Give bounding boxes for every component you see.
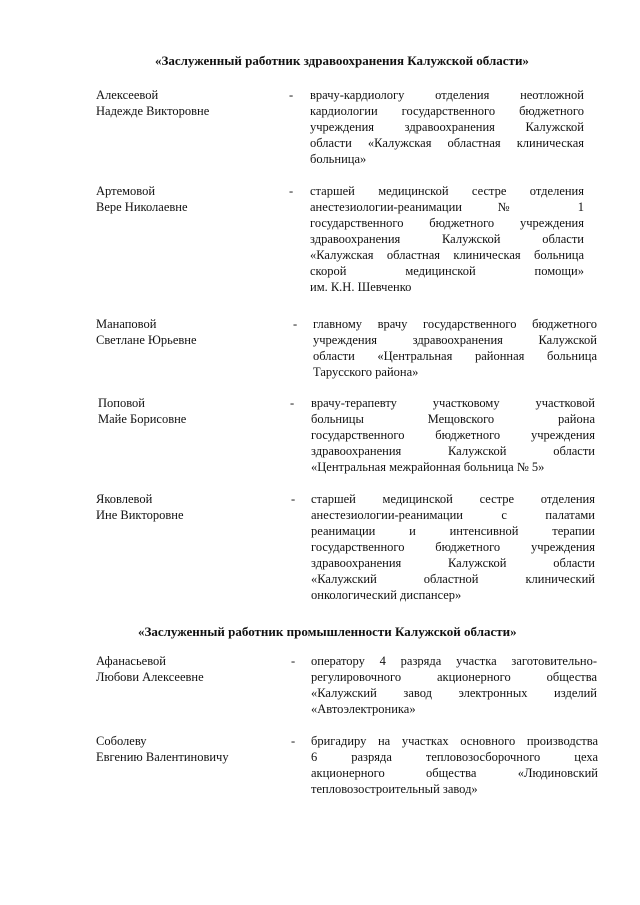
description-line: государственного бюджетного учреждения: [311, 428, 595, 442]
description-line: главному врачу государственного бюджетного: [313, 317, 597, 331]
person-name-line: Манаповой: [96, 317, 157, 331]
position-description: [313, 316, 597, 380]
description-line: анестезиологии-реанимации № 1: [310, 200, 584, 214]
description-line: области «Центральная районная больница: [313, 349, 597, 363]
position-description: [310, 87, 584, 167]
person-name: [96, 183, 188, 215]
description-line: области «Калужская областная клиническая: [310, 136, 584, 150]
section-heading: «Заслуженный работник здравоохранения Калужской области»: [155, 53, 529, 68]
person-name-line: Яковлевой: [96, 492, 153, 506]
position-description: [311, 653, 597, 717]
person-name: [98, 395, 186, 427]
entry-dash: -: [290, 396, 295, 410]
description-line: учреждения здравоохранения Калужской: [310, 120, 584, 134]
person-name-line: Вере Николаевне: [96, 200, 188, 214]
description-line: больницы Мещовского района: [311, 412, 595, 426]
entry-dash: -: [291, 734, 296, 748]
description-line: кардиологии государственного бюджетного: [310, 104, 584, 118]
person-name: [96, 87, 209, 119]
description-line: 6 разряда тепловозосборочного цеха: [311, 750, 598, 764]
description-line: врачу-терапевту участковому участковой: [311, 396, 595, 410]
person-name-line: Афанасьевой: [96, 654, 166, 668]
person-name-line: Светлане Юрьевне: [96, 333, 197, 347]
description-line: старшей медицинской сестре отделения: [310, 184, 584, 198]
description-line: старшей медицинской сестре отделения: [311, 492, 595, 506]
description-line: «Центральная межрайонная больница № 5»: [311, 460, 545, 474]
description-line: акционерного общества «Людиновский: [311, 766, 598, 780]
description-line: больница»: [310, 152, 367, 166]
person-name: [96, 653, 204, 685]
description-line: врачу-кардиологу отделения неотложной: [310, 88, 584, 102]
person-name-line: Надежде Викторовне: [96, 104, 210, 118]
position-description: [311, 491, 595, 603]
description-line: регулировочного акционерного общества: [311, 670, 597, 684]
description-line: здравоохранения Калужской области: [310, 232, 584, 246]
description-line: здравоохранения Калужской области: [311, 556, 595, 570]
person-name-line: Евгению Валентиновичу: [96, 750, 229, 764]
person-name: [96, 733, 229, 765]
person-name-line: Майе Борисовне: [98, 412, 187, 426]
description-line: им. К.Н. Шевченко: [310, 280, 412, 294]
description-line: здравоохранения Калужской области: [311, 444, 595, 458]
person-name-line: Артемовой: [96, 184, 156, 198]
description-line: «Калужский областной клинический: [311, 572, 595, 586]
entry-dash: -: [291, 492, 296, 506]
position-description: [311, 733, 598, 797]
description-line: «Калужский завод электронных изделий: [311, 686, 597, 700]
description-line: Тарусского района»: [313, 365, 419, 379]
person-name-line: Любови Алексеевне: [96, 670, 204, 684]
person-name-line: Алексеевой: [96, 88, 159, 102]
position-description: [311, 395, 595, 475]
description-line: оператору 4 разряда участка заготовительно-: [311, 654, 597, 668]
description-line: скорой медицинской помощи»: [310, 264, 584, 278]
entry-dash: -: [289, 88, 294, 102]
person-name: [96, 316, 197, 348]
description-line: онкологический диспансер»: [311, 588, 462, 602]
entry-dash: -: [293, 317, 298, 331]
entry-dash: -: [291, 654, 296, 668]
person-name-line: Поповой: [98, 396, 145, 410]
person-name-line: Соболеву: [96, 734, 147, 748]
description-line: учреждения здравоохранения Калужской: [313, 333, 597, 347]
description-line: реанимации и интенсивной терапии: [311, 524, 595, 538]
person-name: [96, 491, 184, 523]
description-line: «Калужская областная клиническая больница: [310, 248, 584, 262]
description-line: государственного бюджетного учреждения: [310, 216, 584, 230]
description-line: «Автоэлектроника»: [311, 702, 416, 716]
position-description: [310, 183, 584, 295]
description-line: государственного бюджетного учреждения: [311, 540, 595, 554]
section-heading: «Заслуженный работник промышленности Калужской области»: [138, 624, 517, 639]
description-line: анестезиологии-реанимации с палатами: [311, 508, 595, 522]
person-name-line: Ине Викторовне: [96, 508, 184, 522]
description-line: бригадиру на участках основного производства: [311, 734, 598, 748]
entry-dash: -: [289, 184, 294, 198]
description-line: тепловозостроительный завод»: [311, 782, 478, 796]
